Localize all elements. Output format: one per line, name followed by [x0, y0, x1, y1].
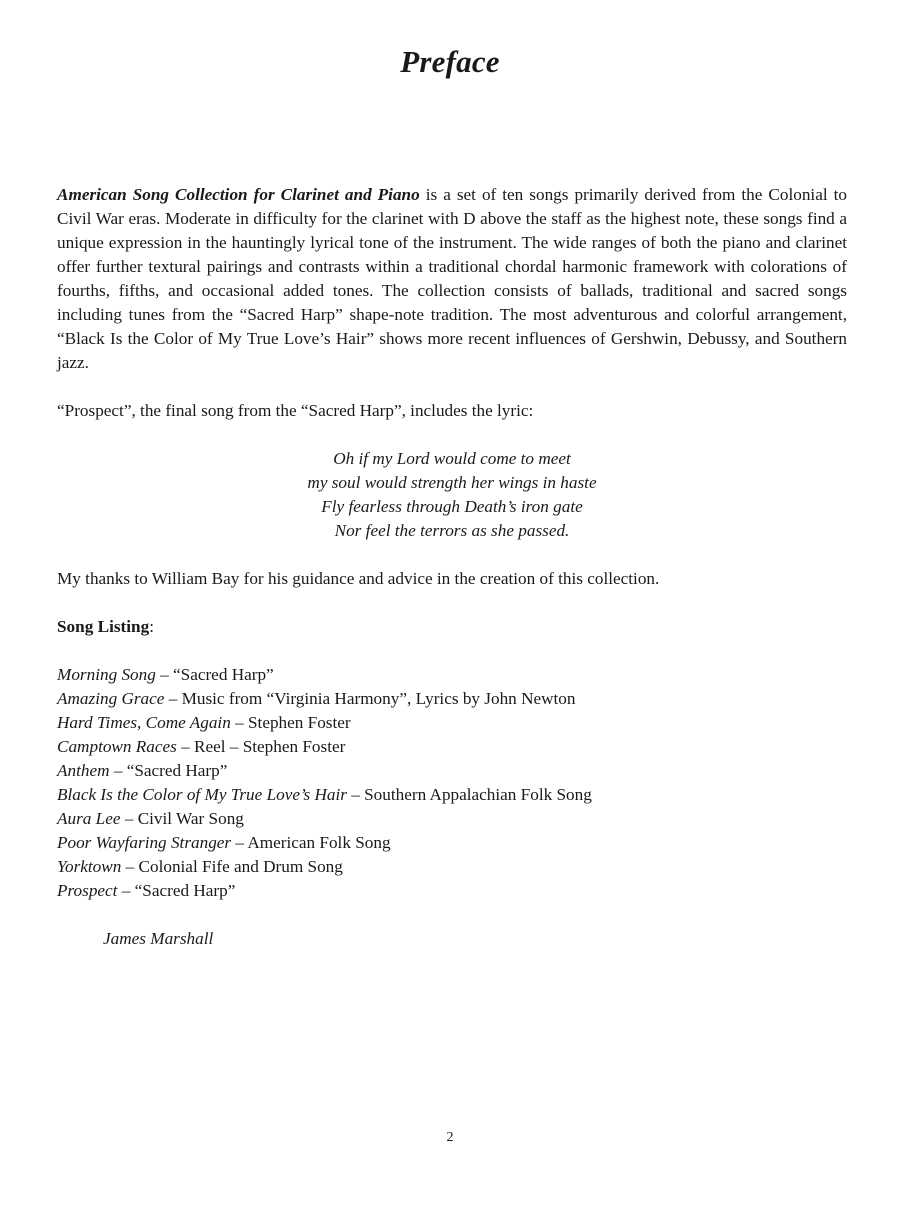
song-title: Amazing Grace	[57, 689, 165, 708]
song-title: Morning Song	[57, 665, 156, 684]
lyric-line: Fly fearless through Death’s iron gate	[321, 497, 583, 516]
lyric-intro-paragraph: “Prospect”, the final song from the “Sacred Harp”, includes the lyric:	[57, 401, 534, 420]
song-item	[57, 879, 847, 903]
song-listing-heading-colon: :	[149, 617, 154, 636]
song-title: Hard Times, Come Again	[57, 713, 231, 732]
song-title: Yorktown	[57, 857, 122, 876]
song-list	[57, 663, 847, 903]
song-source: – Stephen Foster	[230, 713, 351, 732]
song-item	[57, 855, 847, 879]
song-item	[57, 735, 847, 759]
song-title: Aura Lee	[57, 809, 121, 828]
song-source: – Music from “Virginia Harmony”, Lyrics by John Newton	[164, 689, 576, 708]
song-source: – Reel – Stephen Foster	[176, 737, 346, 756]
song-title: Anthem	[57, 761, 110, 780]
song-item	[57, 687, 847, 711]
song-source: – “Sacred Harp”	[155, 665, 274, 684]
song-item	[57, 759, 847, 783]
intro-paragraph	[57, 183, 847, 375]
song-item	[57, 711, 847, 735]
song-item	[57, 831, 847, 855]
song-source: – Southern Appalachian Folk Song	[346, 785, 592, 804]
lyric-line: my soul would strength her wings in haste	[307, 473, 597, 492]
lyric-line: Nor feel the terrors as she passed.	[334, 521, 570, 540]
song-item	[57, 663, 847, 687]
lyric-stanza	[57, 447, 847, 543]
song-listing-heading	[57, 615, 847, 639]
lyric-line: Oh if my Lord would come to meet	[333, 449, 571, 468]
preface-body	[57, 183, 847, 951]
song-source: – Colonial Fife and Drum Song	[121, 857, 343, 876]
song-item	[57, 783, 847, 807]
song-title: Poor Wayfaring Stranger	[57, 833, 232, 852]
song-title: Camptown Races	[57, 737, 177, 756]
song-source: – “Sacred Harp”	[117, 881, 236, 900]
intro-text: is a set of ten songs primarily derived from the Colonial to Civil War eras. Moderate in difficulty for the clarinet with D above the staff as the highest note, these songs find a unique expression in the hauntingly lyrical tone of the instrument. The wide ranges of both the piano and clarinet offer further textural pairings and contrasts within a traditional chordal harmonic framework with colorations of fourths, fifths, and occasional added tones. The collection consists of ballads, traditional and sacred songs including tunes from the “Sacred Harp” shape-note tradition. The most adventurous and colorful arrangement, “Black Is the Color of My True Love’s Hair” shows more recent influences of Gershwin, Debussy, and Southern jazz.	[57, 185, 847, 372]
page-title: Preface	[400, 44, 500, 79]
page-number: 2	[446, 1130, 454, 1145]
song-source: – Civil War Song	[120, 809, 244, 828]
song-title: Prospect	[57, 881, 118, 900]
book-title: American Song Collection for Clarinet and Piano	[57, 185, 420, 204]
song-title: Black Is the Color of My True Love’s Hair	[57, 785, 347, 804]
song-source: – “Sacred Harp”	[109, 761, 228, 780]
song-source: – American Folk Song	[231, 833, 391, 852]
author-signature: James Marshall	[103, 929, 214, 948]
thanks-paragraph: My thanks to William Bay for his guidance and advice in the creation of this collection.	[57, 569, 660, 588]
song-item	[57, 807, 847, 831]
song-listing-heading-text: Song Listing	[57, 617, 150, 636]
